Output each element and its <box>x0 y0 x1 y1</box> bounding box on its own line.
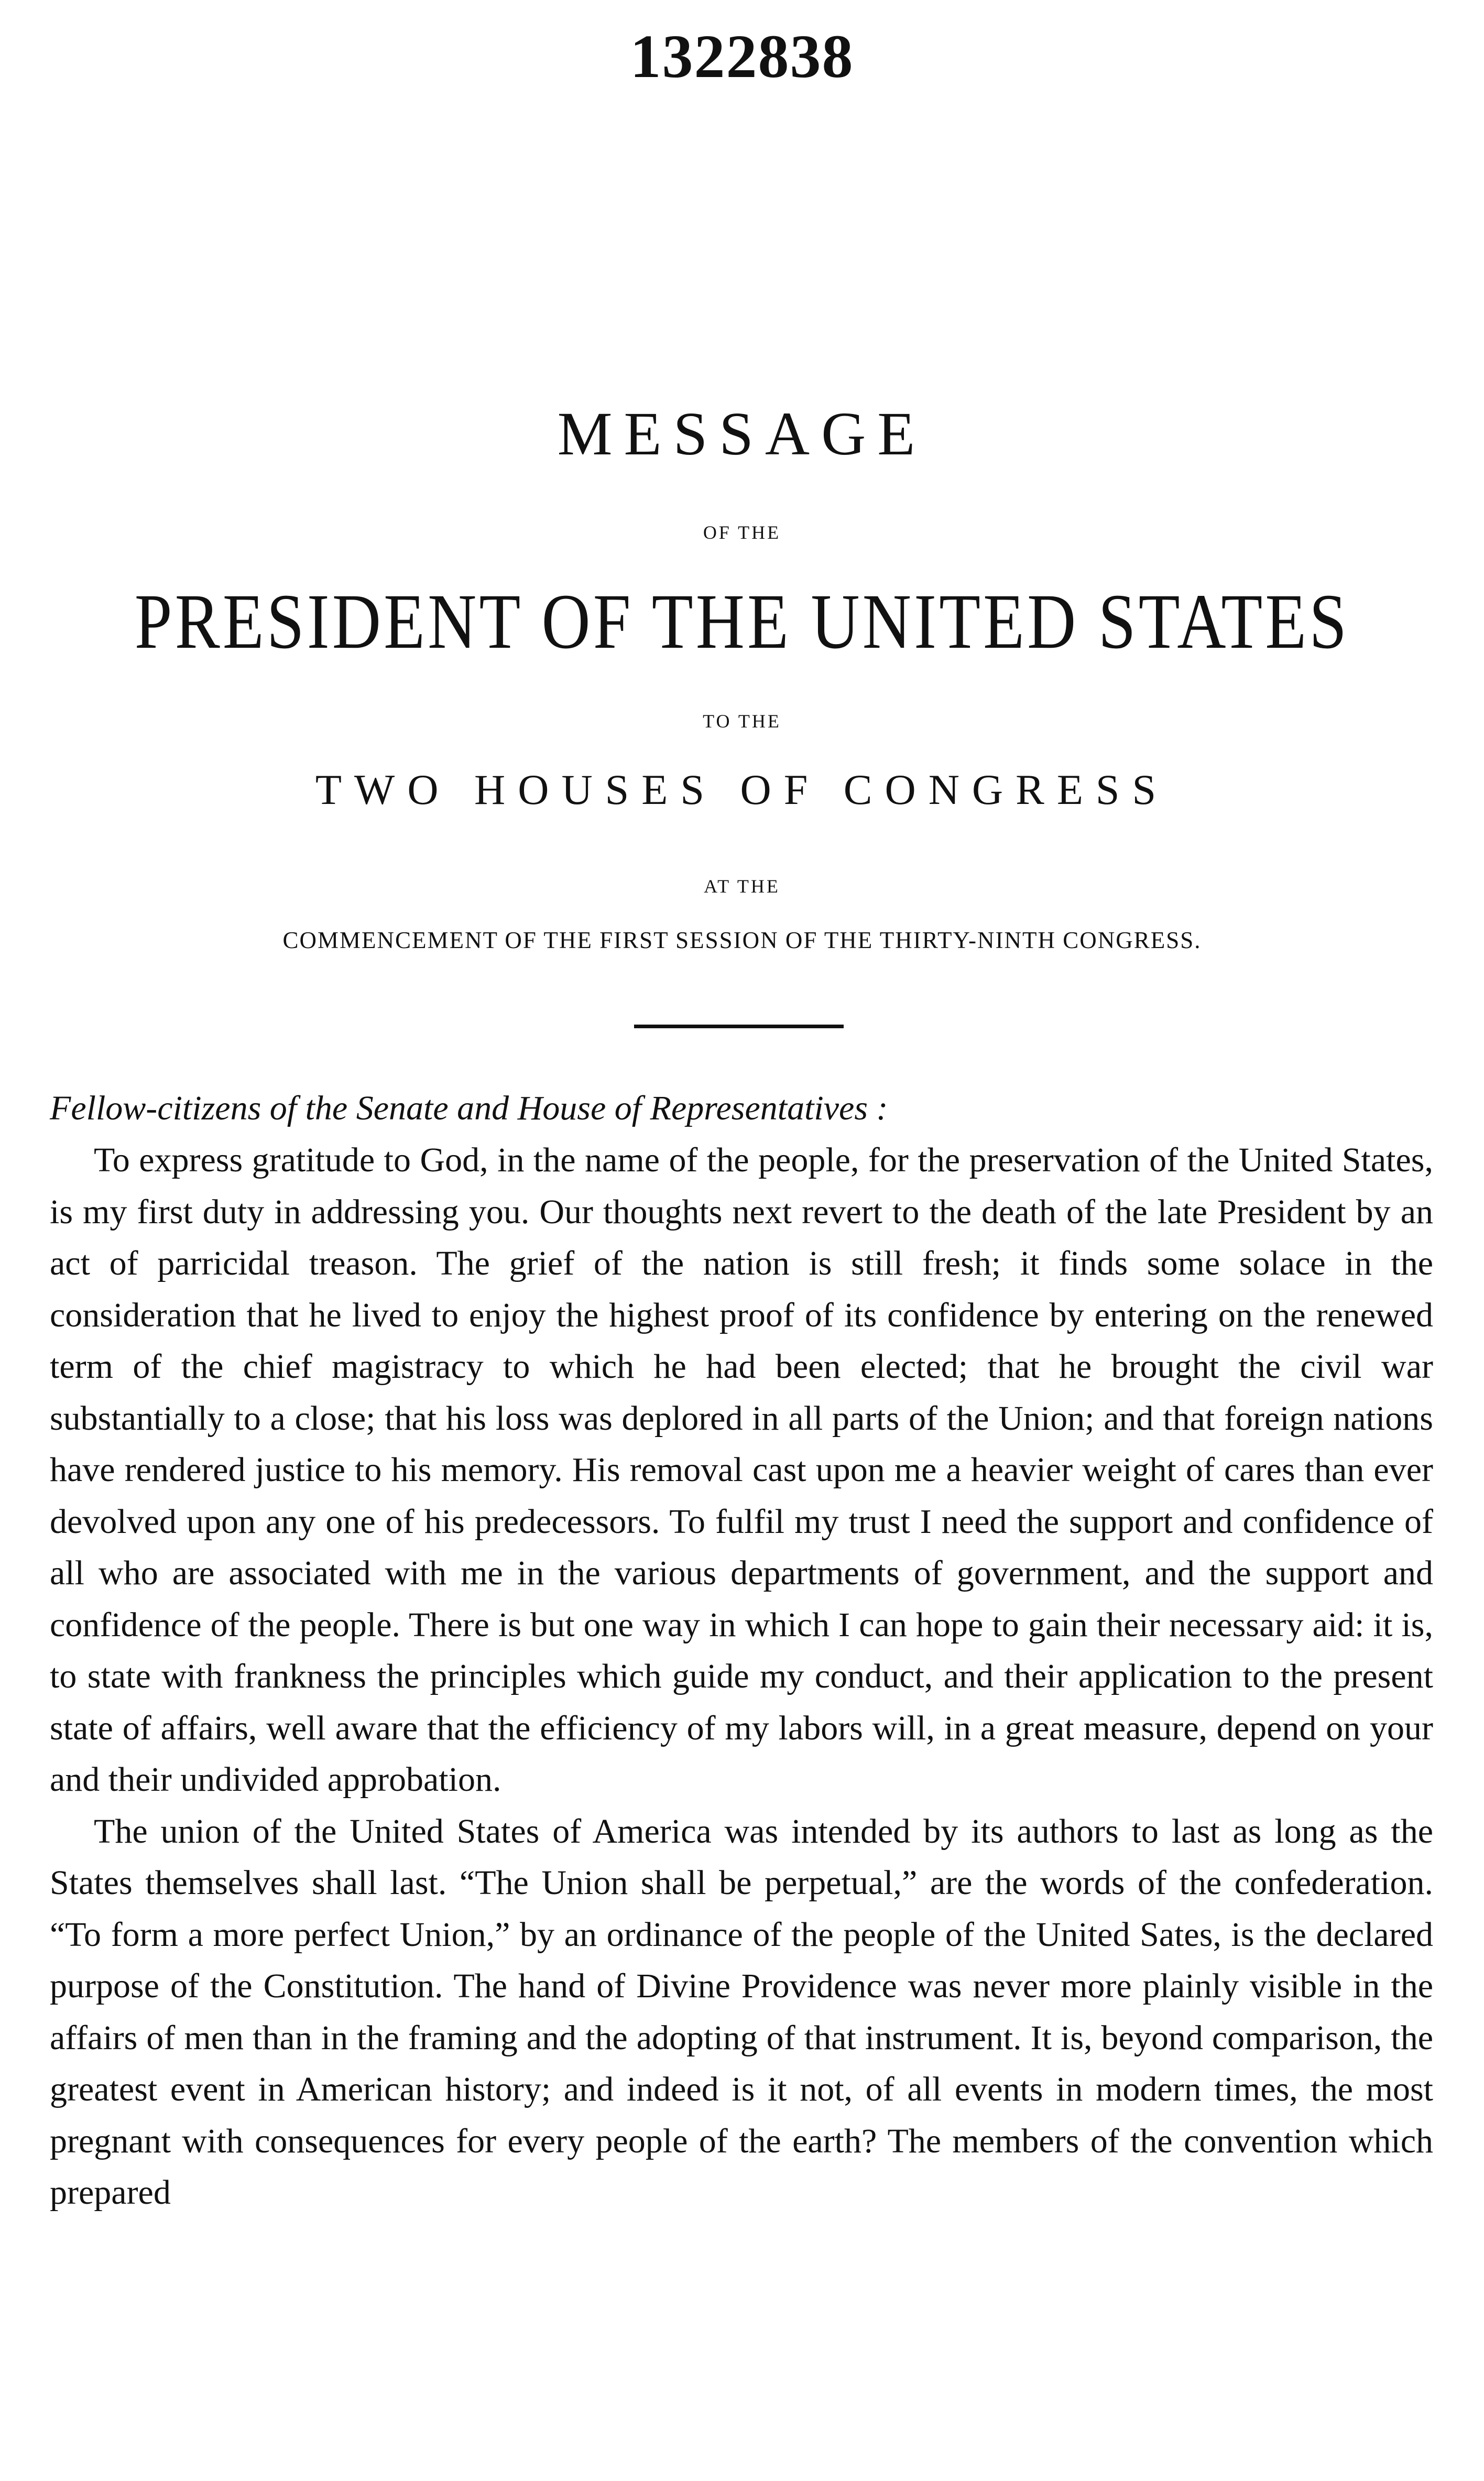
title-message: MESSAGE <box>557 399 927 468</box>
salutation: Fellow-citizens of the Senate and House of Representatives : <box>50 1089 888 1127</box>
message-body <box>50 1135 1433 2219</box>
document-number: 1322838 <box>630 22 854 91</box>
paragraph-2: The union of the United States of America was intended by its authors to last as long as the States themselves shall last. “The Union shall be perpetual,” are the words of the confederation. “To form a more perfect Union,” by an ordinance of the people of the United Sates, is the declared purpose of the Constitution. The hand of Divine Providence was never more plainly visible in the affairs of men than in the framing and the adopting of that instrument. It is, beyond comparison, the greatest event in American history; and indeed is it not, of all events in modern times, the most pregnant with consequences for every people of the earth? The members of the convention which prepared <box>50 1812 1433 2212</box>
at-the-line: AT THE <box>704 876 780 897</box>
commencement-line: COMMENCEMENT OF THE FIRST SESSION OF THE THIRTY-NINTH CONGRESS. <box>282 927 1202 953</box>
paragraph-1: To express gratitude to God, in the name of the people, for the preservation of the United States, is my first duty in addressing you. Our thoughts next revert to the death of the late President by an act of parricidal treason. The grief of the nation is still fresh; it finds some solace in the consideration that he lived to enjoy the highest proof of its confidence by entering on the renewed term of the chief magistracy to which he had been elected; that he brought the civil war substantially to a close; that his loss was deplored in all parts of the Union; and that foreign nations have rendered justice to his memory. His removal cast upon me a heavier weight of cares than ever devolved upon any one of his predecessors. To fulfil my trust I need the support and confidence of all who are associated with me in the various departments of government, and the support and confidence of the people. There is but one way in which I can hope to gain their necessary aid: it is, to state with frankness the principles which guide my conduct, and their application to the present state of affairs, well aware that the efficiency of my labors will, in a great measure, depend on your and their undivided approbation. <box>50 1141 1433 1799</box>
title-president: PRESIDENT OF THE UNITED STATES <box>134 578 1350 665</box>
section-divider-rule <box>634 1025 844 1028</box>
title-houses: TWO HOUSES OF CONGRESS <box>315 766 1169 813</box>
of-the-line: OF THE <box>703 522 781 543</box>
to-the-line: TO THE <box>703 711 781 732</box>
